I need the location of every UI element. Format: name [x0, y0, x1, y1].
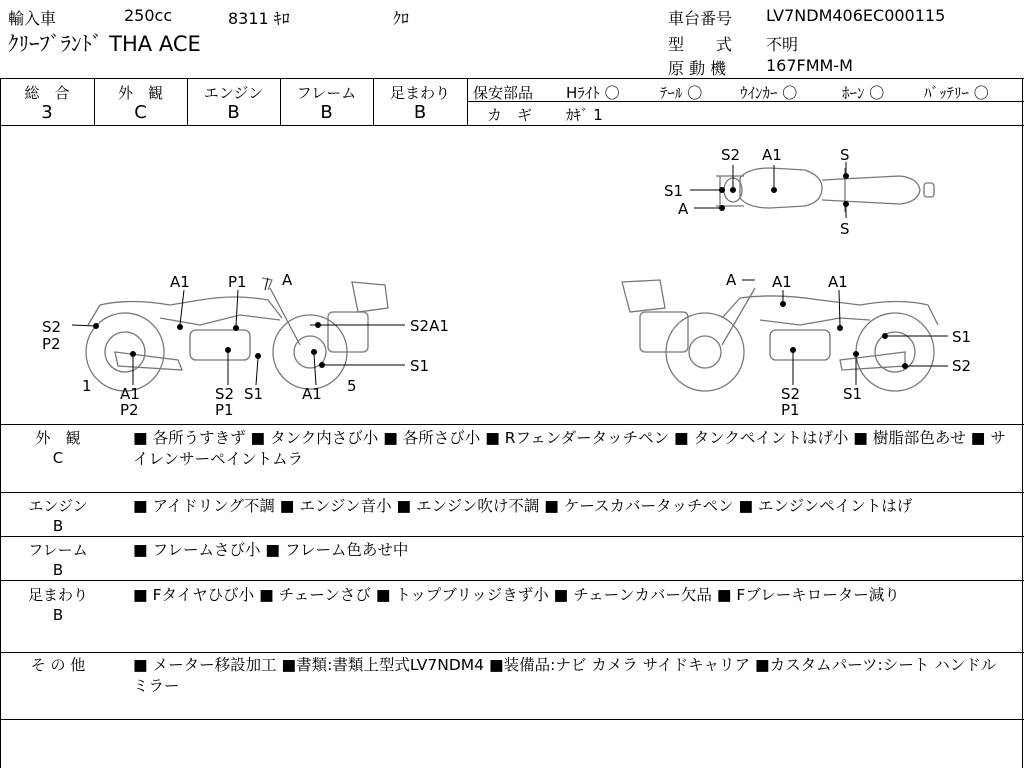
- grade-overall-value: 3: [41, 102, 53, 123]
- diagram-label: A1: [302, 385, 322, 403]
- color: ｸﾛ: [393, 9, 410, 28]
- import-label: 輸入車: [8, 9, 57, 28]
- diagram-label: P1: [781, 401, 800, 419]
- diagram-label: A: [678, 200, 689, 218]
- diagram-label: S2: [721, 146, 741, 164]
- engine-code-value: 167FMM-M: [766, 56, 853, 75]
- motorcycle-diagram: [0, 126, 1022, 424]
- section-engine-text: ■ アイドリング不調 ■ エンジン音小 ■ エンジン吹け不調 ■ ケースカバータッチペン ■ エンジンペイントはげ: [133, 497, 913, 515]
- diagram-label: P1: [228, 273, 247, 291]
- diagram-label: S1: [664, 182, 684, 200]
- diagram-label: A1: [170, 273, 190, 291]
- diagram-label: S2: [42, 318, 62, 336]
- frame-number-label: 車台番号: [668, 9, 733, 28]
- section-other-label: そ の 他: [30, 656, 86, 674]
- diagram-label: A1: [828, 273, 848, 291]
- frame-number-value: LV7NDM406EC000115: [766, 6, 946, 25]
- diagram-label: S1: [244, 385, 264, 403]
- section-other-text: ■ メーター移設加工 ■書類:書類上型式LV7NDM4 ■装備品:ナビ カメラ サイドキャリア ■カスタムパーツ:シート ハンドル ミラー: [133, 656, 997, 695]
- safety-item-headlight: Hﾗｲﾄ 〇: [566, 84, 620, 102]
- mileage: 8311 ｷﾛ: [228, 9, 290, 28]
- diagram-label: P2: [120, 401, 139, 419]
- safety-item-battery: ﾊﾞｯﾃﾘｰ 〇: [924, 84, 989, 102]
- type-label: 型 式: [668, 35, 733, 54]
- grade-overall-label: 総 合: [24, 84, 70, 102]
- section-suspension-text: ■ Fタイヤひび小 ■ チェーンさび ■ トップブリッジきず小 ■ チェーンカバー欠品 ■ Fブレーキローター減り: [133, 586, 900, 604]
- displacement: 250cc: [124, 6, 173, 25]
- type-value: 不明: [766, 35, 799, 54]
- diagram-label: A1: [120, 385, 140, 403]
- diagram-label: S: [840, 220, 850, 238]
- section-suspension-label: 足まわり B: [27, 586, 88, 624]
- grade-suspension-label: 足まわり: [389, 84, 450, 102]
- section-exterior-text: ■ 各所うすきず ■ タンク内さび小 ■ 各所さび小 ■ Rフェンダータッチペン ■ タンクペイントはげ小 ■ 樹脂部色あせ ■ サイレンサーペイントムラ: [133, 429, 1006, 468]
- key-value: ｶｷﾞ 1: [566, 106, 603, 124]
- diagram-label: A1: [772, 273, 792, 291]
- diagram-label: S1: [952, 328, 972, 346]
- section-exterior-label: 外 観 C: [35, 429, 81, 467]
- diagram-label: A: [726, 271, 737, 289]
- safety-item-horn: ﾎｰﾝ 〇: [842, 84, 885, 102]
- diagram-label: S1: [410, 357, 430, 375]
- diagram-label: P1: [215, 401, 234, 419]
- diagram-label: A: [282, 271, 293, 289]
- grade-frame-value: B: [320, 102, 333, 123]
- grade-exterior-value: C: [134, 102, 147, 123]
- diagram-label: S1: [843, 385, 863, 403]
- diagram-label: S2: [781, 385, 801, 403]
- grade-engine-label: エンジン: [203, 84, 264, 102]
- diagram-label: S2: [215, 385, 235, 403]
- section-frame-text: ■ フレームさび小 ■ フレーム色あせ中: [133, 541, 409, 559]
- diagram-label: S: [840, 146, 850, 164]
- diagram-label: 5: [347, 377, 357, 395]
- safety-label: 保安部品: [473, 84, 534, 102]
- section-frame-label: フレーム B: [28, 541, 88, 579]
- safety-item-winker: ｳｲﾝｶｰ 〇: [740, 84, 798, 102]
- diagram-label: S2A1: [410, 317, 449, 335]
- grade-suspension-value: B: [413, 102, 427, 123]
- section-engine-label: エンジン B: [28, 497, 88, 535]
- key-label: カ ギ: [487, 106, 533, 124]
- grade-engine-value: B: [227, 102, 240, 123]
- grade-frame-label: フレーム: [296, 84, 357, 102]
- model-name: ｸﾘｰﾌﾞﾗﾝﾄﾞ THA ACE: [8, 32, 201, 56]
- diagram-label: S2: [952, 357, 972, 375]
- grade-exterior-label: 外 観: [117, 84, 163, 102]
- diagram-label: A1: [762, 146, 782, 164]
- diagram-label: 1: [82, 377, 92, 395]
- engine-code-label: 原 動 機: [668, 59, 727, 78]
- safety-item-tail: ﾃｰﾙ 〇: [660, 84, 703, 102]
- diagram-label: P2: [42, 335, 61, 353]
